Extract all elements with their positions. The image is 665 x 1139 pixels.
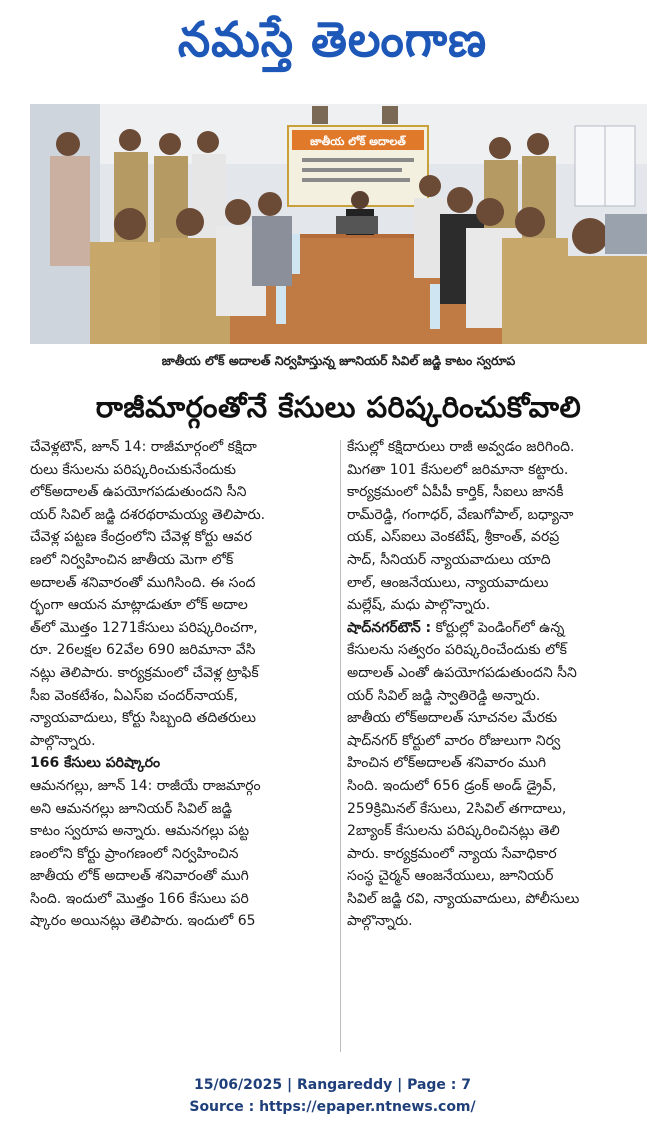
text-line: ష్కారం అయినట్లు తెలిపారు. ఇందులో 65: [30, 913, 256, 930]
footer-edition-info: 15/06/2025 | Rangareddy | Page : 7: [193, 1077, 472, 1093]
text-line: పాల్గొన్నారు.: [30, 732, 96, 749]
section-subhead: 166 కేసులు పరిష్కారం: [30, 755, 161, 772]
text-line: కేసులను సత్వరం పరిష్కరించేందుకు లోక్: [347, 642, 567, 659]
page-footer: [0, 1074, 665, 1118]
dateline-lead: షాద్‌నగర్‌టౌన్ :: [347, 619, 432, 636]
newspaper-logo: నమస్తే తెలంగాణ: [177, 10, 488, 68]
footer-source-link[interactable]: Source : https://epaper.ntnews.com/: [189, 1099, 476, 1115]
text-line: జాతీయ లోక్‌అదాలత్ సూచనల మేరకు: [347, 710, 558, 727]
text-line: సంస్థ చైర్మన్ ఆంజనేయులు, జూనియర్: [347, 868, 554, 885]
text-line: అదాలత్ ఎంతో ఉపయోగపడుతుందని సీని: [347, 664, 577, 681]
text-line: యర్ సివిల్ జడ్జి దశరథరామయ్య తెలిపారు.: [30, 506, 266, 523]
text-line: అదాలత్ శనివారంతో ముగిసింది. ఈ సంద: [30, 574, 256, 591]
text-line: యక్, ఎస్ఐలు వెంకటేష్, శ్రీకాంత్, వరప్ర: [347, 529, 560, 546]
text-line: రులు కేసులను పరిష్కరించుకునేందుకు: [30, 461, 236, 478]
text-line: రామ్‌రెడ్డి, గంగాధర్, వేణుగోపాల్, బధ్యానా: [347, 506, 574, 523]
text-line: చేవెళ్ల పట్టణ కేంద్రంలోని చేవెళ్ల కోర్టు ఆవర: [30, 529, 252, 546]
text-line: సాద్, సీనియర్ న్యాయవాదులు యాది: [347, 551, 551, 568]
text-line: న్యాయవాదులు, కోర్టు సిబ్బంది తదితరులు: [30, 710, 257, 727]
article-paragraph-amangal: [30, 775, 336, 933]
text-line: హించిన లోక్‌అదాలత్ శనివారం ముగి: [347, 755, 547, 772]
news-photo: [30, 104, 647, 344]
text-line: యర్ సివిల్ జడ్జి స్వాతిరెడ్డి అన్నారు.: [347, 687, 541, 704]
text-line: కాటం స్వరూప అన్నారు. ఆమనగల్లు పట్ట: [30, 823, 250, 840]
text-line: కేసుల్లో కక్షిదారులు రాజీ అవ్వడం జరిగింది.: [347, 439, 575, 455]
article-headline: రాజీమార్గంతోనే కేసులు పరిష్కరించుకోవాలి: [95, 390, 582, 424]
text-line: సింది. ఇందులో 656 డ్రంక్ అండ్ డ్రైవ్,: [347, 777, 557, 794]
banner-text: జాతీయ లోక్ అదాలత్: [310, 135, 406, 148]
text-line: 259క్రిమినల్ కేసులు, 2సివిల్ తగాదాలు,: [347, 800, 567, 817]
text-line: 2బ్యాంక్ కేసులను పరిష్కరించినట్లు తెలి: [347, 823, 560, 840]
article-paragraph-amangal-cont: [347, 436, 653, 617]
article-column-left: [30, 436, 336, 933]
article-paragraph-shadnagar: [347, 617, 653, 933]
text-line: లాల్, ఆంజనేయులు, న్యాయవాదులు: [347, 574, 549, 591]
masthead: [0, 8, 665, 70]
text-line: సివిల్ జడ్జి రవి, న్యాయవాదులు, పోలీసులు: [347, 890, 580, 907]
text-line: మిగతా 101 కేసులలో జరిమానా కట్టారు.: [347, 461, 569, 478]
text-line: సింది. ఇందులో మొత్తం 166 కేసులు పరి: [30, 890, 249, 907]
text-line: కార్యక్రమంలో ఏపీపీ కార్తిక్, సీఐలు జానకీ: [347, 484, 564, 501]
text-line: ర్భంగా ఆయన మాట్లాడుతూ లోక్ అదాల: [30, 597, 248, 614]
text-line: పారు. కార్యక్రమంలో న్యాయ సేవాధికార: [347, 845, 557, 862]
text-line: నట్లు తెలిపారు. కార్యక్రమంలో చేవెళ్ల ట్రాఫిక్: [30, 664, 259, 681]
text-line: ణలో నిర్వహించిన జాతీయ మెగా లోక్: [30, 551, 234, 568]
text-line: లోక్అదాలత్ ఉపయోగపడుతుందని సీని: [30, 484, 247, 501]
article-paragraph-chevella: [30, 436, 336, 752]
text-line: సీఐ వెంకటేశం, ఏఎస్ఐ చందర్‌నాయక్,: [30, 687, 238, 704]
article-column-right: [347, 436, 653, 933]
dateline-rest: కోర్టుల్లో పెండింగ్‌లో ఉన్న: [431, 619, 565, 636]
text-line: పాల్గొన్నారు.: [347, 913, 413, 930]
text-line: త్‌లో మొత్తం 1271కేసులు పరిష్కరించగా,: [30, 619, 258, 636]
text-line: జాతీయ లోక్ అదాలత్ శనివారంతో ముగి: [30, 868, 249, 885]
text-line: ణంలోని కోర్టు ప్రాంగణంలో నిర్వహించిన: [30, 845, 239, 862]
text-line: మల్లేష్, మధు పాల్గొన్నారు.: [347, 597, 491, 614]
text-line: షాద్‌నగర్ కోర్టులో వారం రోజులుగా నిర్వ: [347, 732, 561, 749]
text-line: ఆమనగల్లు, జూన్ 14: రాజీయే రాజమార్గం: [30, 777, 261, 794]
column-divider: [340, 440, 341, 1052]
text-line: అని ఆమనగల్లు జూనియర్ సివిల్ జడ్జి: [30, 800, 232, 817]
photo-caption: జాతీయ లోక్ అదాలత్ నిర్వహిస్తున్న జూనియర్ సివిల్ జడ్జి కాటం స్వరూప: [161, 353, 516, 368]
text-line: రూ. 26లక్షల 62వేల 690 జరిమానా వేసి: [30, 642, 256, 659]
court-hall-photo: [30, 104, 647, 344]
text-line: చేవెళ్లటౌన్, జూన్ 14: రాజీమార్గంలో కక్షిదా: [30, 439, 257, 455]
text-line: [347, 617, 653, 640]
